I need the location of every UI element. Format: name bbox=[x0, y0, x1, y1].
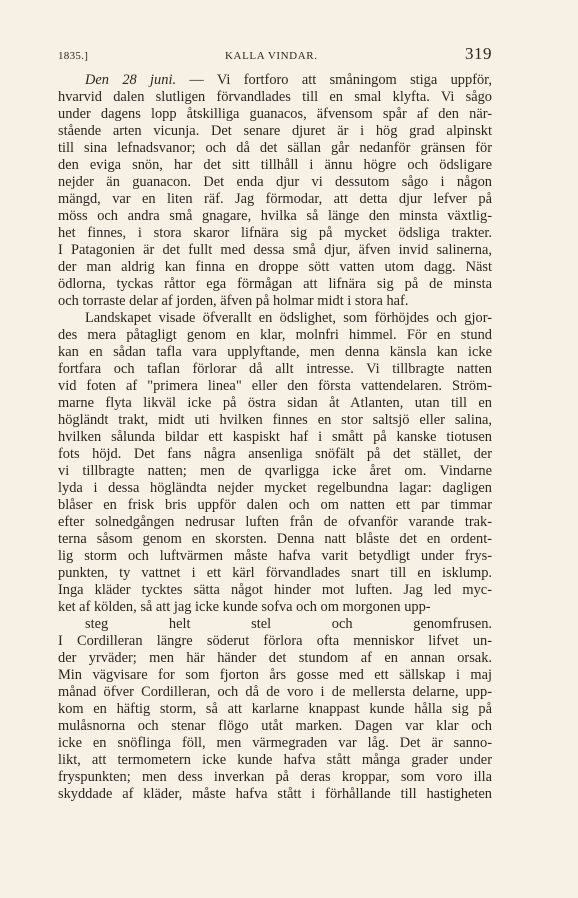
text-line: het finnes, i stora skaror lifnära sig på mycket ödsliga trakter. bbox=[58, 225, 492, 241]
text-line: skyddade af kläder, måste hafva stått i förhållande till hastigheten bbox=[58, 786, 492, 802]
text-line: des mera påtagligt genom en klar, molnfri himmel. För en stund bbox=[58, 327, 492, 343]
text-line: blåser en frisk bris uppför dalen och om natten ett par timmar bbox=[58, 497, 492, 513]
text-line: stående arten vicunja. Det senare djuret är i hög grad alpinskt bbox=[58, 123, 492, 139]
text-line: kom en häftig storm, så att karlarne knappast kunde hålla sig på bbox=[58, 701, 492, 717]
text-line: månad öfver Cordilleran, och då de voro i de mellersta delarne, upp- bbox=[58, 684, 492, 700]
text-line: marne flyta likväl icke på östra sidan åt Atlanten, utan till en bbox=[58, 395, 492, 411]
page-number: 319 bbox=[465, 44, 492, 63]
text-line: fots höjd. Det fans några ansenliga snöfält på det stället, der bbox=[58, 446, 492, 462]
text-line: kan en sådan tafla vara upplyftande, men denna känsla kan icke bbox=[58, 344, 492, 360]
text-line: der man aldrig kan finna en droppe sött vatten utom dagg. Näst bbox=[58, 259, 492, 275]
text-line: likt, att termometern icke kunde hafva stått många grader under bbox=[58, 752, 492, 768]
body-text bbox=[58, 72, 492, 803]
text-line: I Patagonien är det fullt med dessa små djur, äfven invid salinerna, bbox=[58, 242, 492, 258]
text-line: högländt trakt, midt uti hvilken finnes en stor saltsjö eller salina, bbox=[58, 412, 492, 428]
text-line: der yrväder; men här händer det stundom af en annan orsak. bbox=[58, 650, 492, 666]
text-line: hvilken sålunda bildar ett kaspiskt haf i smått på kanske tiotusen bbox=[58, 429, 492, 445]
date-line-text: — Vi fortforo att småningom stiga uppför, bbox=[176, 72, 492, 88]
text-line: lig storm och luftvärmen måste hafva varit betydligt under frys- bbox=[58, 548, 492, 564]
text-line: och torraste delar af jorden, äfven på holmar midt i stora haf. bbox=[58, 293, 409, 309]
text-line: mängd, var en liten räf. Jag förmodar, att detta djur lefver på bbox=[58, 191, 492, 207]
text-line: vid foten af "primera linea" eller den första vattendelaren. Ström- bbox=[58, 378, 492, 394]
text-line: Inga kläder tycktes sätta något hinder mot luften. Jag led myc- bbox=[58, 582, 492, 598]
date-label: Den 28 juni. bbox=[85, 72, 177, 88]
text-line: efter solnedgången nedrusar luften från de ofvanför varande trak- bbox=[58, 514, 492, 530]
page-header bbox=[58, 44, 492, 69]
text-line: fryspunkten; men dess inverkan på deras kroppar, som voro illa bbox=[58, 769, 492, 785]
text-line: Landskapet visade öfverallt en ödslighet, som förhöjdes och gjor- bbox=[85, 310, 492, 326]
text-line bbox=[58, 72, 492, 89]
text-line: mulåsnorna och stenar flögo utåt marken. Dagen var klar och bbox=[58, 718, 492, 734]
text-line: till sina lefnadsvanor; och då det sällan går nedanför gränsen för bbox=[58, 140, 492, 156]
text-line: fortfara och taflan förlorar då allt intresse. Vi tillbragte natten bbox=[58, 361, 492, 377]
header-year: 1835.] bbox=[58, 50, 89, 62]
text-line: lyda i dessa högländta nejder mycket regelbundna lagar: dagligen bbox=[58, 480, 492, 496]
text-line: terna såsom genom en skorsten. Denna natt blåste det en ordent- bbox=[58, 531, 492, 547]
text-line: under dagens lopp åtskilliga guanacos, äfvensom spår af den när- bbox=[58, 106, 492, 122]
text-line: Min vägvisare for som fjorton års gosse med ett sällskap i maj bbox=[58, 667, 492, 683]
text-line: hvarvid dalen slutligen förvandlades till en smal klyfta. Vi sågo bbox=[58, 89, 492, 105]
text-line: vi tillbragte natten; men de qvarligga icke året om. Vindarne bbox=[58, 463, 492, 479]
text-line: nejder än guanacon. Det enda djur vi dessutom sågo i någon bbox=[58, 174, 492, 190]
running-title: KALLA VINDAR. bbox=[225, 50, 318, 62]
text-line: ket af kölden, så att jag icke kunde sofva och om morgonen upp- bbox=[58, 599, 431, 615]
text-line: möss och andra små gnagare, hvilka så länge den minsta växtlig- bbox=[58, 208, 492, 224]
text-line: den eviga snön, har det sitt tillhåll i ännu högre och ödsligare bbox=[58, 157, 492, 173]
text-line: I Cordilleran längre söderut förlora ofta menniskor lifvet un- bbox=[58, 633, 492, 649]
text-line: icke en snöflinga föll, men värmegraden var låg. Det är sanno- bbox=[58, 735, 492, 751]
text-line: steg helt stel och genomfrusen. bbox=[85, 616, 492, 632]
text-line: punkten, ty vattnet i ett kärl förvandlades snart till en isklump. bbox=[58, 565, 492, 581]
text-line: ödlorna, tyckas råttor ega förmågan att lifnära sig på de minsta bbox=[58, 276, 492, 292]
